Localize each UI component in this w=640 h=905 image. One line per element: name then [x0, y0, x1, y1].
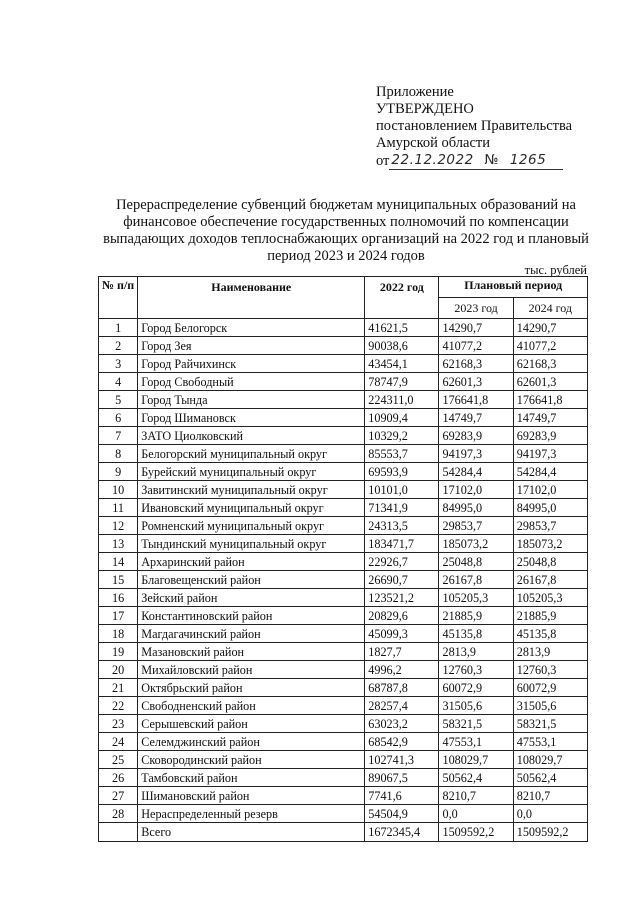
row-value-2022: 26690,7	[365, 571, 439, 589]
table-row	[99, 481, 588, 499]
row-number: 25	[99, 751, 138, 769]
row-value-2023: 47553,1	[439, 733, 513, 751]
row-value-2023: 26167,8	[439, 571, 513, 589]
row-value-2024: 14290,7	[513, 319, 587, 337]
approval-appendix: Приложение	[376, 84, 454, 100]
row-name: Бурейский муниципальный округ	[138, 463, 365, 481]
table-row	[99, 373, 588, 391]
table-row	[99, 517, 588, 535]
row-value-2022: 4996,2	[365, 661, 439, 679]
number-sign: №	[484, 152, 500, 168]
row-number: 23	[99, 715, 138, 733]
row-value-2022: 43454,1	[365, 355, 439, 373]
row-value-2024: 185073,2	[513, 535, 587, 553]
row-value-2024: 54284,4	[513, 463, 587, 481]
row-value-2022: 24313,5	[365, 517, 439, 535]
row-name: Нераспределенный резерв	[138, 805, 365, 823]
table-total-row	[99, 823, 588, 842]
row-value-2023: 2813,9	[439, 643, 513, 661]
row-value-2024: 14749,7	[513, 409, 587, 427]
row-value-2023: 54284,4	[439, 463, 513, 481]
row-name: Город Белогорск	[138, 319, 365, 337]
table-row	[99, 679, 588, 697]
row-value-2023: 14749,7	[439, 409, 513, 427]
row-value-2022: 10329,2	[365, 427, 439, 445]
row-name: Шимановский район	[138, 787, 365, 805]
row-value-2022: 71341,9	[365, 499, 439, 517]
total-number-cell	[99, 823, 138, 842]
row-value-2022: 10101,0	[365, 481, 439, 499]
table-row	[99, 769, 588, 787]
table-row	[99, 643, 588, 661]
table-row	[99, 751, 588, 769]
row-name: Город Райчихинск	[138, 355, 365, 373]
row-name: Город Свободный	[138, 373, 365, 391]
row-value-2022: 28257,4	[365, 697, 439, 715]
row-name: Селемджинский район	[138, 733, 365, 751]
table-row	[99, 535, 588, 553]
row-value-2024: 94197,3	[513, 445, 587, 463]
row-value-2023: 62168,3	[439, 355, 513, 373]
table-row	[99, 697, 588, 715]
table-row	[99, 445, 588, 463]
row-number: 8	[99, 445, 138, 463]
row-number: 27	[99, 787, 138, 805]
header-plan-period: Плановый период	[439, 277, 588, 298]
row-value-2023: 105205,3	[439, 589, 513, 607]
row-value-2022: 63023,2	[365, 715, 439, 733]
row-value-2022: 85553,7	[365, 445, 439, 463]
table-row	[99, 589, 588, 607]
total-label: Всего	[138, 823, 365, 842]
total-2022: 1672345,4	[365, 823, 439, 842]
total-2024: 1509592,2	[513, 823, 587, 842]
row-value-2023: 12760,3	[439, 661, 513, 679]
row-value-2024: 50562,4	[513, 769, 587, 787]
header-name: Наименование	[138, 277, 365, 319]
row-value-2024: 31505,6	[513, 697, 587, 715]
row-value-2023: 41077,2	[439, 337, 513, 355]
table-row	[99, 409, 588, 427]
row-value-2022: 45099,3	[365, 625, 439, 643]
row-number: 12	[99, 517, 138, 535]
row-value-2024: 8210,7	[513, 787, 587, 805]
row-value-2024: 0,0	[513, 805, 587, 823]
row-value-2024: 17102,0	[513, 481, 587, 499]
row-value-2023: 185073,2	[439, 535, 513, 553]
row-number: 1	[99, 319, 138, 337]
row-value-2022: 41621,5	[365, 319, 439, 337]
row-value-2023: 25048,8	[439, 553, 513, 571]
table-row	[99, 427, 588, 445]
row-value-2023: 58321,5	[439, 715, 513, 733]
table-row	[99, 607, 588, 625]
row-number: 26	[99, 769, 138, 787]
row-value-2024: 62601,3	[513, 373, 587, 391]
row-name: ЗАТО Циолковский	[138, 427, 365, 445]
row-value-2024: 62168,3	[513, 355, 587, 373]
row-value-2022: 68542,9	[365, 733, 439, 751]
row-value-2024: 47553,1	[513, 733, 587, 751]
row-number: 11	[99, 499, 138, 517]
row-name: Мазановский район	[138, 643, 365, 661]
row-value-2024: 25048,8	[513, 553, 587, 571]
approval-number: 1265	[509, 152, 547, 168]
row-name: Город Шимановск	[138, 409, 365, 427]
row-value-2024: 108029,7	[513, 751, 587, 769]
row-value-2023: 45135,8	[439, 625, 513, 643]
table-row	[99, 553, 588, 571]
row-value-2022: 20829,6	[365, 607, 439, 625]
row-value-2023: 50562,4	[439, 769, 513, 787]
row-name: Тамбовский район	[138, 769, 365, 787]
document-title: Перераспределение субвенций бюджетам муниципальных образований на финансовое обеспечение государственных полномочий по компенсации выпадающих доходов теплоснабжающих организаций на 2022 год и плановый период 2023 и 2024 годов	[103, 197, 589, 264]
row-name: Ромненский муниципальный округ	[138, 517, 365, 535]
table-row	[99, 787, 588, 805]
approval-date: 22.12.2022	[391, 152, 474, 168]
row-number: 17	[99, 607, 138, 625]
row-value-2023: 84995,0	[439, 499, 513, 517]
row-name: Серышевский район	[138, 715, 365, 733]
row-number: 7	[99, 427, 138, 445]
row-value-2023: 17102,0	[439, 481, 513, 499]
table-row	[99, 337, 588, 355]
row-value-2022: 183471,7	[365, 535, 439, 553]
row-value-2024: 176641,8	[513, 391, 587, 409]
row-number: 10	[99, 481, 138, 499]
row-name: Зейский район	[138, 589, 365, 607]
row-value-2023: 8210,7	[439, 787, 513, 805]
row-number: 9	[99, 463, 138, 481]
row-number: 16	[99, 589, 138, 607]
row-name: Город Тында	[138, 391, 365, 409]
table-header-row	[99, 277, 588, 298]
row-number: 24	[99, 733, 138, 751]
row-number: 2	[99, 337, 138, 355]
row-number: 28	[99, 805, 138, 823]
row-name: Архаринский район	[138, 553, 365, 571]
row-value-2022: 90038,6	[365, 337, 439, 355]
header-2024: 2024 год	[513, 298, 587, 319]
approval-region: Амурской области	[376, 135, 490, 151]
row-value-2023: 14290,7	[439, 319, 513, 337]
row-value-2023: 94197,3	[439, 445, 513, 463]
row-value-2022: 89067,5	[365, 769, 439, 787]
row-value-2024: 84995,0	[513, 499, 587, 517]
table-row	[99, 661, 588, 679]
row-value-2022: 123521,2	[365, 589, 439, 607]
row-number: 20	[99, 661, 138, 679]
row-value-2022: 54504,9	[365, 805, 439, 823]
row-name: Октябрьский район	[138, 679, 365, 697]
row-value-2022: 224311,0	[365, 391, 439, 409]
row-name: Город Зея	[138, 337, 365, 355]
row-value-2023: 29853,7	[439, 517, 513, 535]
row-value-2022: 1827,7	[365, 643, 439, 661]
row-number: 4	[99, 373, 138, 391]
row-number: 6	[99, 409, 138, 427]
row-name: Завитинский муниципальный округ	[138, 481, 365, 499]
approval-by-resolution: постановлением Правительства	[376, 118, 573, 134]
row-value-2023: 176641,8	[439, 391, 513, 409]
row-name: Константиновский район	[138, 607, 365, 625]
row-number: 21	[99, 679, 138, 697]
row-value-2022: 78747,9	[365, 373, 439, 391]
table-row	[99, 391, 588, 409]
row-value-2024: 105205,3	[513, 589, 587, 607]
row-number: 18	[99, 625, 138, 643]
header-2022: 2022 год	[365, 277, 439, 319]
table-row	[99, 499, 588, 517]
subventions-table	[98, 276, 588, 842]
table-row	[99, 571, 588, 589]
row-number: 14	[99, 553, 138, 571]
row-value-2023: 108029,7	[439, 751, 513, 769]
row-value-2024: 58321,5	[513, 715, 587, 733]
row-value-2022: 69593,9	[365, 463, 439, 481]
table-row	[99, 715, 588, 733]
row-number: 15	[99, 571, 138, 589]
table-row	[99, 355, 588, 373]
row-value-2022: 68787,8	[365, 679, 439, 697]
table-row	[99, 805, 588, 823]
row-number: 3	[99, 355, 138, 373]
table-row	[99, 319, 588, 337]
row-name: Тындинский муниципальный округ	[138, 535, 365, 553]
row-value-2023: 62601,3	[439, 373, 513, 391]
approval-date-line	[376, 152, 596, 170]
approval-stamp	[376, 84, 596, 170]
date-prefix: от	[376, 153, 390, 169]
row-value-2023: 0,0	[439, 805, 513, 823]
row-value-2023: 60072,9	[439, 679, 513, 697]
units-label: тыс. рублей	[524, 263, 587, 277]
row-number: 5	[99, 391, 138, 409]
row-value-2023: 21885,9	[439, 607, 513, 625]
row-value-2022: 102741,3	[365, 751, 439, 769]
handwritten-date-number	[389, 152, 563, 170]
row-value-2023: 31505,6	[439, 697, 513, 715]
row-value-2022: 7741,6	[365, 787, 439, 805]
row-value-2024: 29853,7	[513, 517, 587, 535]
table-row	[99, 733, 588, 751]
row-number: 22	[99, 697, 138, 715]
row-number: 13	[99, 535, 138, 553]
row-value-2024: 60072,9	[513, 679, 587, 697]
row-name: Белогорский муниципальный округ	[138, 445, 365, 463]
row-value-2024: 2813,9	[513, 643, 587, 661]
table-body	[99, 319, 588, 842]
row-value-2024: 12760,3	[513, 661, 587, 679]
row-value-2024: 45135,8	[513, 625, 587, 643]
row-value-2024: 21885,9	[513, 607, 587, 625]
table-row	[99, 625, 588, 643]
row-value-2024: 69283,9	[513, 427, 587, 445]
table-row	[99, 463, 588, 481]
row-value-2023: 69283,9	[439, 427, 513, 445]
row-name: Ивановский муниципальный округ	[138, 499, 365, 517]
row-name: Благовещенский район	[138, 571, 365, 589]
approval-approved: УТВЕРЖДЕНО	[376, 101, 474, 117]
row-value-2024: 26167,8	[513, 571, 587, 589]
row-name: Магдагачинский район	[138, 625, 365, 643]
row-value-2024: 41077,2	[513, 337, 587, 355]
row-name: Свободненский район	[138, 697, 365, 715]
row-number: 19	[99, 643, 138, 661]
header-number: № п/п	[99, 277, 138, 319]
header-2023: 2023 год	[439, 298, 513, 319]
total-2023: 1509592,2	[439, 823, 513, 842]
row-value-2022: 10909,4	[365, 409, 439, 427]
row-name: Сковородинский район	[138, 751, 365, 769]
row-name: Михайловский район	[138, 661, 365, 679]
row-value-2022: 22926,7	[365, 553, 439, 571]
